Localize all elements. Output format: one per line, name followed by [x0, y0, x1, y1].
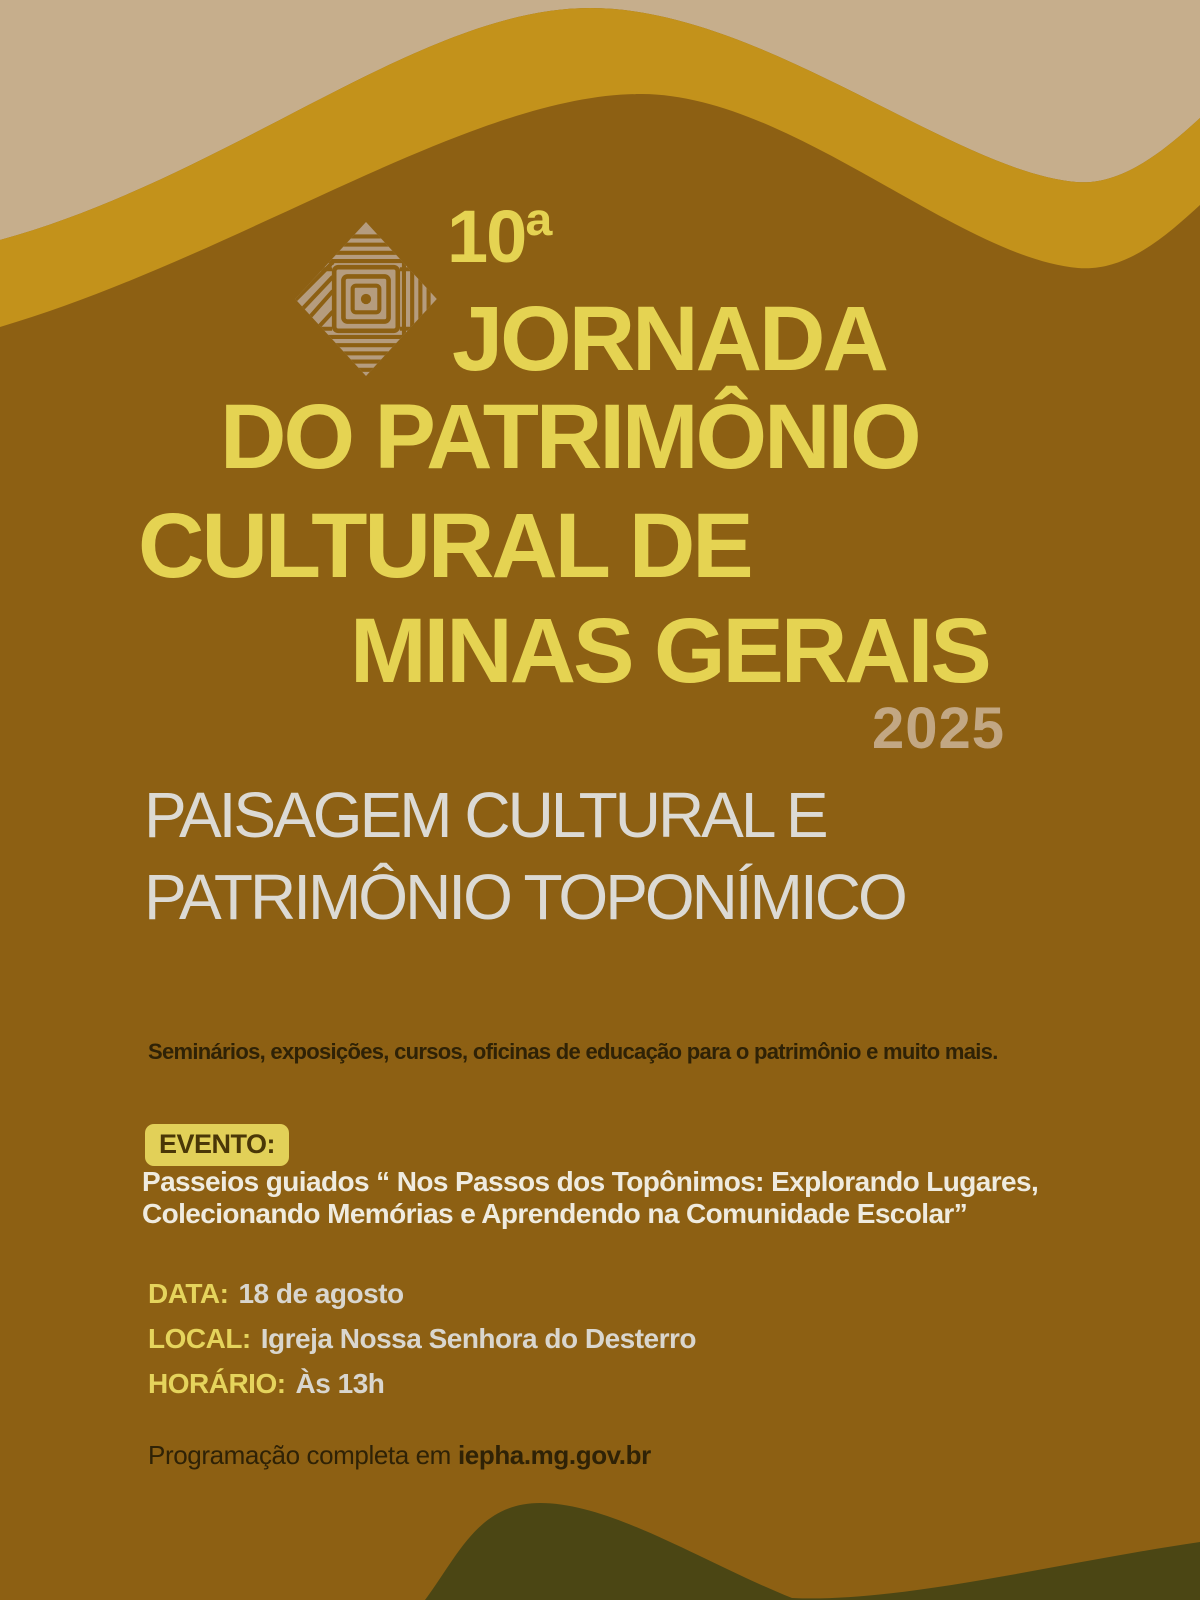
year: 2025: [872, 696, 1006, 761]
title-line-1: JORNADA: [452, 288, 886, 390]
detail-row-date: [148, 1280, 696, 1308]
event-badge: EVENTO:: [145, 1124, 289, 1166]
footer-text: Programação completa em: [148, 1440, 451, 1470]
detail-row-time: [148, 1370, 696, 1398]
date-value: 18 de agosto: [238, 1278, 404, 1309]
detail-row-location: [148, 1325, 696, 1353]
concentric-diamond-logo-icon: [293, 220, 439, 378]
tagline: Seminários, exposições, cursos, oficinas de educação para o patrimônio e muito mais.: [148, 1039, 998, 1064]
event-description-line-2: Colecionando Memórias e Aprendendo na Comunidade Escolar”: [142, 1198, 968, 1230]
title-line-4: MINAS GERAIS: [350, 600, 989, 702]
event-description: [142, 1166, 1038, 1231]
subtitle-line-2: PATRIMÔNIO TOPONÍMICO: [144, 861, 905, 933]
edition-number: 10ª: [447, 195, 551, 278]
location-value: Igreja Nossa Senhora do Desterro: [260, 1323, 697, 1354]
footer-website: iepha.mg.gov.br: [457, 1440, 651, 1470]
footer: [148, 1442, 651, 1468]
time-value: Às 13h: [295, 1368, 385, 1399]
title-line-2: DO PATRIMÔNIO: [220, 386, 919, 488]
bottom-green-wave: [425, 1503, 1200, 1600]
event-details: [148, 1280, 696, 1415]
title-line-3: CULTURAL DE: [138, 495, 751, 597]
location-label: LOCAL:: [148, 1323, 251, 1354]
time-label: HORÁRIO:: [148, 1368, 286, 1399]
subtitle-line-1: PAISAGEM CULTURAL E: [144, 779, 826, 851]
date-label: DATA:: [148, 1278, 229, 1309]
event-description-line-1: Passeios guiados “ Nos Passos dos Topônimos: Explorando Lugares,: [142, 1166, 1039, 1197]
